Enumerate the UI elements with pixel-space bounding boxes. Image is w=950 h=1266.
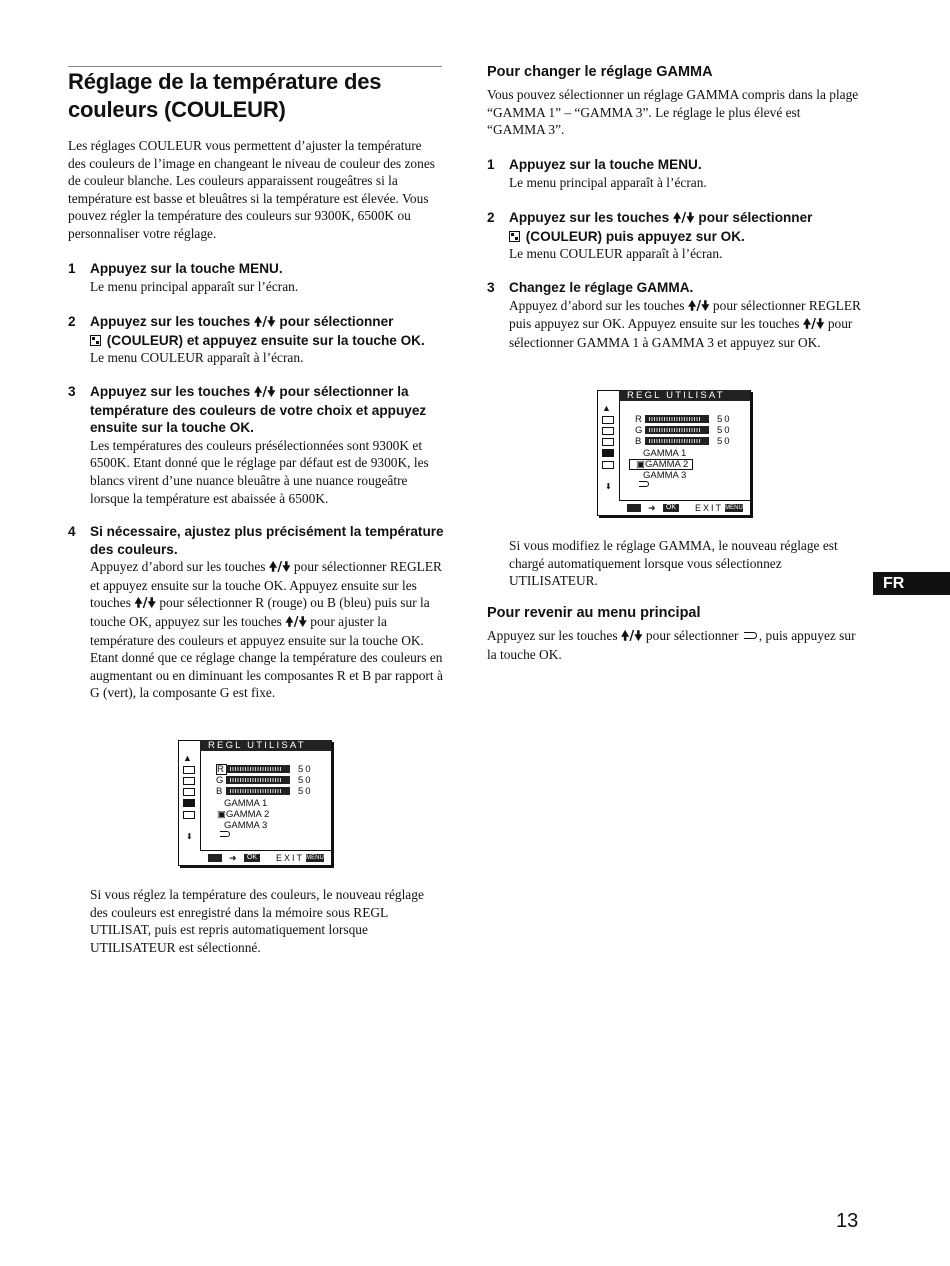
up-down-arrow-icon: 🠝/🠟: [620, 629, 643, 644]
step-heading: Changez le réglage GAMMA.: [509, 280, 694, 295]
step-text: Le menu principal apparaît sur l’écran.: [90, 278, 299, 294]
osd-footer: [200, 850, 331, 865]
up-down-arrow-icon: 🠝/🠟: [802, 317, 825, 333]
osd-arrow-icon: ➜: [229, 853, 237, 863]
up-down-arrow-icon: 🠝/🠟: [268, 560, 291, 576]
scroll-down-icon: ⬇: [605, 482, 612, 491]
return-heading: Pour revenir au menu principal: [487, 605, 701, 621]
osd-label-g: G: [635, 425, 643, 436]
osd-bar-b: [226, 787, 290, 795]
up-down-arrow-icon: 🠝/🠟: [134, 596, 156, 612]
osd-value-r: 50: [717, 414, 732, 425]
color-icon: [183, 799, 195, 807]
up-down-arrow-icon: 🠝/🠟: [687, 298, 710, 314]
osd-label-b: B: [635, 436, 642, 447]
return-icon: [744, 632, 757, 639]
step-heading: Appuyez sur les touches 🠝/🠟 pour sélectionner (COULEUR) puis appuyez sur OK.: [509, 210, 813, 244]
language-tab: FR: [873, 572, 950, 595]
step-heading: Appuyez sur la touche MENU.: [509, 157, 702, 172]
osd-gamma-1: GAMMA 1: [224, 798, 268, 809]
osd-bar-r: [645, 415, 709, 423]
osd-exit-label: EXIT: [695, 503, 724, 513]
step-number: 1: [68, 261, 76, 276]
step-text: Appuyez d’abord sur les touches 🠝/🠟 pour sélectionner REGLER puis appuyez sur OK. Appuyez ensuite sur les touches 🠝/🠟 pour sélectionner GAMMA 1 à GAMMA 3 et appuyez sur OK.: [509, 297, 861, 350]
osd-updown-key-icon: [627, 504, 641, 512]
step-number: 4: [68, 524, 76, 539]
osd-value-g: 50: [717, 425, 732, 436]
osd-label-b: B: [216, 786, 223, 797]
step-heading: Appuyez sur les touches 🠝/🠟 pour sélectionner (COULEUR) et appuyez ensuite sur la touche OK.: [90, 314, 425, 348]
osd-sidebar: [178, 740, 201, 850]
osd-menu-color: [178, 740, 334, 868]
osd-ok-key: OK: [244, 854, 260, 862]
osd-arrow-icon: ➜: [648, 503, 656, 513]
osd-return-icon: [637, 480, 651, 491]
osd-gamma-2: ▣GAMMA 2: [217, 809, 270, 820]
osd-value-r: 50: [298, 764, 313, 775]
picture-icon: ▲: [602, 403, 611, 413]
color-icon: [602, 449, 614, 457]
osd-exit-label: EXIT: [276, 853, 305, 863]
up-down-arrow-icon: 🠝/🠟: [253, 315, 276, 330]
up-down-arrow-icon: 🠝/🠟: [253, 385, 276, 400]
geometry-icon: [602, 438, 614, 446]
step-number: 2: [487, 210, 495, 225]
osd-sidebar: [597, 390, 620, 500]
osd-label-r: R: [635, 414, 642, 425]
osd-updown-key-icon: [208, 854, 222, 862]
osd-title: REGL UTILISAT: [619, 390, 750, 401]
step-heading: Appuyez sur la touche MENU.: [90, 261, 283, 276]
screen-icon: [602, 416, 614, 424]
osd-return-icon: [218, 830, 232, 841]
step-text: Le menu COULEUR apparaît à l’écran.: [90, 350, 304, 366]
page-title: Réglage de la température des couleurs (COULEUR): [68, 69, 382, 122]
step-text: Le menu COULEUR apparaît à l’écran.: [509, 246, 723, 262]
osd-gamma-1: GAMMA 1: [643, 448, 687, 459]
intro-paragraph: Les réglages COULEUR vous permettent d’ajuster la température des couleurs de l’image en changeant le niveau de couleur des zones de couleur blanche. Les couleurs apparaissent rougeâtres si la température est basse et bleuâtres si la température est élevée. Vous pouvez régler la température des couleurs sur 9300K, 6500K ou personnaliser votre réglage.: [68, 138, 435, 241]
step-heading: Si nécessaire, ajustez plus précisément la température des couleurs.: [90, 524, 444, 557]
osd-gamma-2: ▣GAMMA 2: [629, 459, 693, 470]
osd-bar-g: [645, 426, 709, 434]
osd-footer: [619, 500, 750, 515]
osd-gamma-3: GAMMA 3: [643, 470, 687, 481]
option-icon: [602, 461, 614, 469]
osd-title: REGL UTILISAT: [200, 740, 331, 751]
osd-bar-b: [645, 437, 709, 445]
up-down-arrow-icon: 🠝/🠟: [672, 211, 695, 226]
osd-menu-gamma: [597, 390, 753, 518]
step-number: 3: [68, 384, 76, 399]
gamma-heading: Pour changer le réglage GAMMA: [487, 64, 713, 80]
osd-value-g: 50: [298, 775, 313, 786]
left-after-menu: Si vous réglez la température des couleurs, le nouveau réglage des couleurs est enregistré dans la mémoire sous REGL UTILISAT, puis est repris automatiquement lorsque UTILISATEUR est sélectionné.: [90, 887, 424, 955]
right-after-menu: Si vous modifiez le réglage GAMMA, le nouveau réglage est chargé automatiquement lorsque vous sélectionnez UTILISATEUR.: [509, 538, 838, 589]
osd-ok-key: OK: [663, 504, 679, 512]
osd-bar-g: [226, 776, 290, 784]
step-text: Les températures des couleurs présélectionnées sont 9300K et 6500K. Etant donné que le réglage par défaut est de 9300K, les blancs virent d’une nuance bleuâtre à une nuance rougeâtre lorsque la température est abaissée à 6500K.: [90, 437, 429, 506]
size-icon: [183, 777, 195, 785]
color-menu-icon: [90, 335, 101, 346]
osd-gamma-3: GAMMA 3: [224, 820, 268, 831]
page-number: 13: [836, 1210, 859, 1232]
step-text: Appuyez d’abord sur les touches 🠝/🠟 pour sélectionner REGLER et appuyez ensuite sur la touche OK. Appuyez ensuite sur les touches 🠝/🠟 pour sélectionner R (rouge) ou B (bleu) puis sur la touche OK, appuyez sur les touches 🠝/🠟 pour ajuster la température des couleurs et appuyez ensuite sur la touche OK. Etant donné que ce réglage change la température des couleurs en augmentant ou en diminuant les composantes R et B par rapport à G (vert), la composante G est fixe.: [90, 559, 443, 701]
gamma-intro: Vous pouvez sélectionner un réglage GAMMA compris dans la plage “GAMMA 1” – “GAMMA 3”. Le réglage le plus élevé est “GAMMA 3”.: [487, 87, 859, 138]
scroll-down-icon: ⬇: [186, 832, 193, 841]
size-icon: [602, 427, 614, 435]
step-text: Le menu principal apparaît à l’écran.: [509, 174, 707, 190]
step-number: 2: [68, 314, 76, 329]
up-down-arrow-icon: 🠝/🠟: [285, 614, 307, 630]
title-rule: [68, 66, 442, 67]
osd-menu-key: MENU: [725, 505, 743, 511]
picture-icon: ▲: [183, 753, 192, 763]
osd-menu-key: MENU: [306, 855, 324, 861]
color-menu-icon: [509, 231, 520, 242]
step-number: 1: [487, 157, 495, 172]
step-heading: Appuyez sur les touches 🠝/🠟 pour sélectionner la température des couleurs de votre choix et appuyez ensuite sur la touche OK.: [90, 384, 427, 436]
osd-value-b: 50: [717, 436, 732, 447]
step-number: 3: [487, 280, 495, 295]
osd-bar-r: [226, 765, 290, 773]
geometry-icon: [183, 788, 195, 796]
option-icon: [183, 811, 195, 819]
osd-label-r: R: [216, 764, 227, 775]
screen-icon: [183, 766, 195, 774]
osd-label-g: G: [216, 775, 224, 786]
return-text: Appuyez sur les touches 🠝/🠟 pour sélectionner , puis appuyez sur la touche OK.: [487, 628, 856, 662]
osd-value-b: 50: [298, 786, 313, 797]
